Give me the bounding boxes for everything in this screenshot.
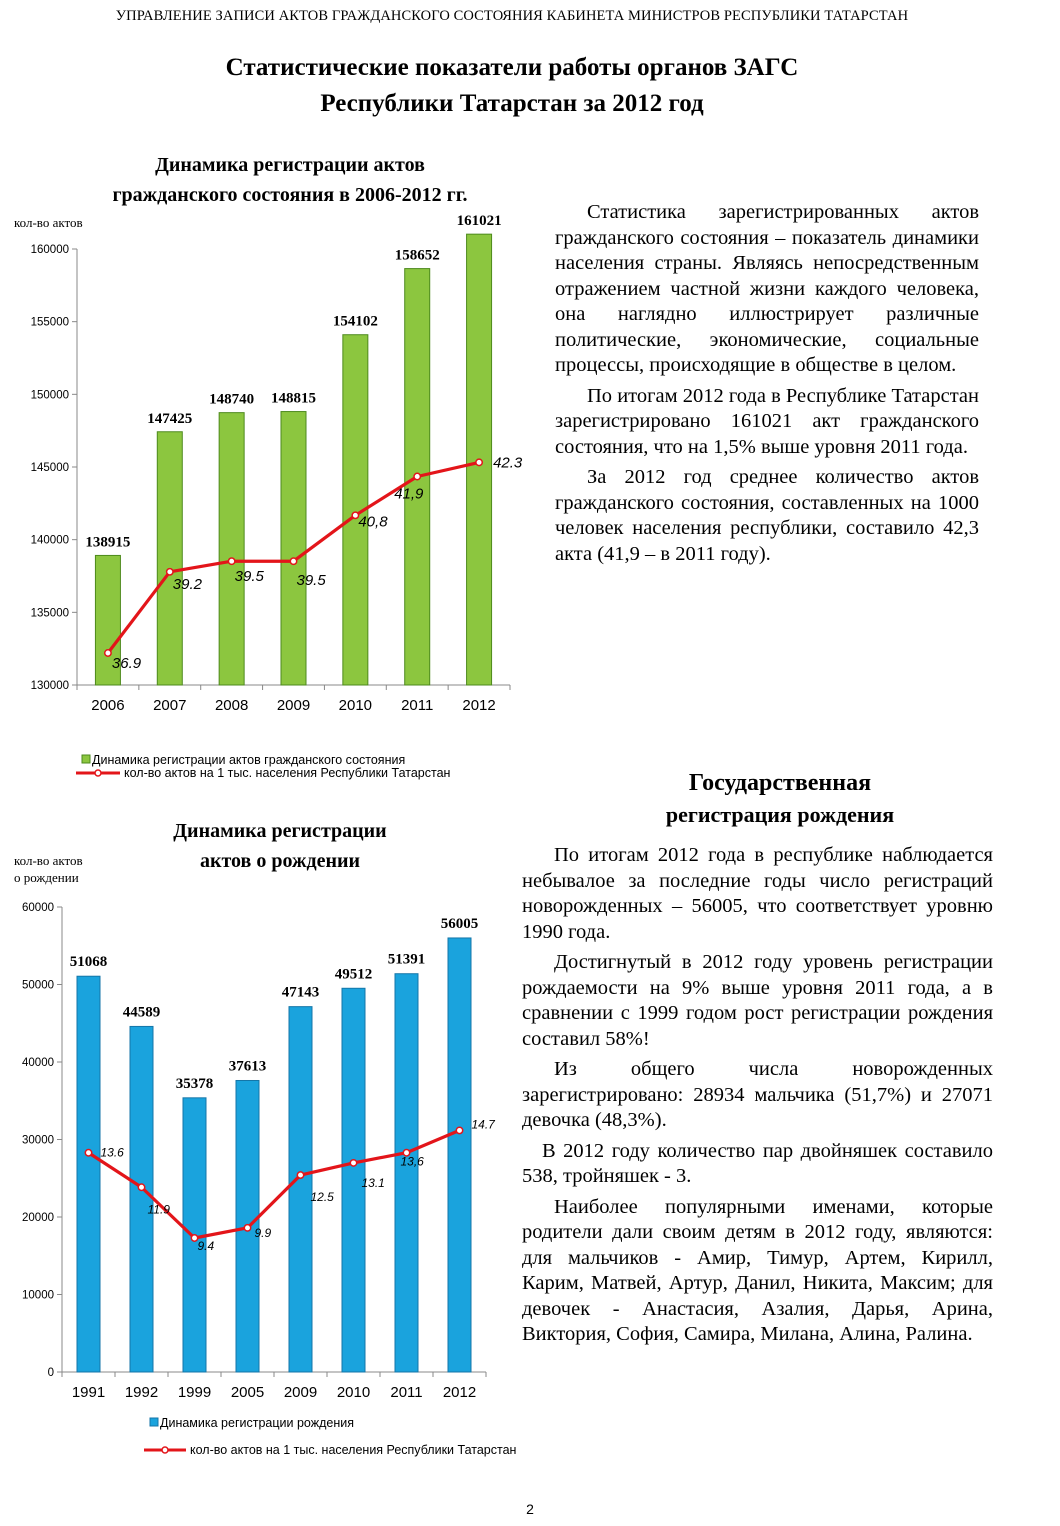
chart1-bar-label: 161021 <box>456 213 502 230</box>
chart2-bar <box>77 976 100 1372</box>
chart1-title-line-2: гражданского состояния в 2006-2012 гг. <box>112 184 468 206</box>
chart1-bar <box>219 413 244 685</box>
chart2-rate-label: 14.7 <box>471 1117 495 1132</box>
chart2-bar-label: 51391 <box>387 951 426 968</box>
chart1-rate-label: 39.2 <box>172 575 202 593</box>
chart1-bar-label: 138915 <box>85 534 131 551</box>
chart2-y-tick-label: 20000 <box>22 1212 54 1224</box>
chart2-rate-label: 13.6 <box>100 1145 124 1160</box>
births-paragraph-1: По итогам 2012 года в республике наблюдается небывалое за последние годы число регистраций новорожденных – 56005, что соответствует уровню 1990 года. <box>522 844 993 943</box>
chart2-legend-line-label: кол-во актов на 1 тыс. населения Республики Татарстан <box>190 1443 517 1457</box>
births-heading-line-2: регистрация рождения <box>665 802 895 827</box>
chart2-y-unit-line-1: кол-во актов <box>14 853 83 868</box>
chart1-rate-label: 42.3 <box>493 454 523 472</box>
chart2-rate-point <box>244 1225 250 1231</box>
chart1-rate-point <box>290 558 296 564</box>
chart2-bar-label: 44589 <box>122 1004 161 1021</box>
chart1-y-tick-label: 130000 <box>30 680 69 692</box>
intro-paragraph-1: Статистика зарегистрированных актов гражданского состояния – показатель динамики населения страны. Являясь непосредственным отражением частной жизни каждого человека, она наглядно иллюстрирует различные политические, экономические, социальные процессы, происходящие в обществе в целом. <box>555 201 979 376</box>
births-heading-line-1: Государственная <box>688 770 872 796</box>
chart2-x-tick-label: 2011 <box>390 1384 423 1401</box>
chart2-rate-point <box>350 1160 356 1166</box>
chart2-y-tick-label: 60000 <box>22 902 54 914</box>
chart2-legend-line-marker <box>162 1447 168 1453</box>
chart2-bar-label: 49512 <box>334 966 373 983</box>
intro-paragraph-2: По итогам 2012 года в Республике Татарстан зарегистрировано 161021 акт гражданского состояния, что на 1,5% выше уровня 2011 года. <box>555 384 979 458</box>
chart2-x-tick-label: 1999 <box>177 1384 212 1401</box>
chart2-rate-point <box>138 1184 144 1190</box>
chart1-rate-point <box>414 473 420 479</box>
chart2-bar-label: 51068 <box>69 954 108 971</box>
chart1-rate-point <box>167 569 173 575</box>
births-paragraph-2: Достигнутый в 2012 году уровень регистрации рождаемости на 9% выше уровня 2011 года, а в сравнении с 1999 годом рост регистрации рождения составил 58%! <box>522 951 993 1050</box>
chart1-y-tick-label: 140000 <box>30 534 69 547</box>
chart2-rate-label: 13.1 <box>361 1175 385 1190</box>
chart2-rate-point <box>85 1150 91 1156</box>
chart1-bar-label: 154102 <box>332 313 378 330</box>
chart1-rate-point <box>476 459 482 465</box>
chart2-y-unit-line-2: о рождении <box>14 870 79 885</box>
chart1-rate-label: 39.5 <box>234 568 264 586</box>
chart1-legend-bar-swatch <box>82 755 90 763</box>
births-paragraph-3: Из общего числа новорожденных зарегистрировано: 28934 мальчика (51,7%) и 27071 девочка (48,3%). <box>522 1058 993 1131</box>
chart2-y-tick-label: 30000 <box>22 1134 54 1147</box>
page-title-line-1: Статистические показатели работы органов ЗАГС <box>225 54 799 81</box>
chart1-x-tick-label: 2012 <box>462 697 496 714</box>
chart1-bar <box>157 432 182 685</box>
chart1-title-line-1: Динамика регистрации актов <box>155 154 425 176</box>
births-section-heading <box>560 768 1000 832</box>
chart1-bar-label: 148815 <box>271 390 316 407</box>
chart2-x-tick-label: 2009 <box>283 1384 318 1401</box>
chart2-bar <box>395 974 418 1372</box>
chart1-legend-line-marker <box>95 770 101 776</box>
chart1-rate-label: 39.5 <box>296 572 326 590</box>
chart1-rate-label: 36.9 <box>111 655 142 672</box>
chart2-bar <box>289 1007 312 1372</box>
chart2-y-tick-label: 0 <box>47 1367 54 1379</box>
chart1-x-tick-label: 2006 <box>91 697 125 714</box>
chart2-x-tick-label: 2010 <box>336 1384 371 1401</box>
chart2-rate-point <box>456 1127 462 1133</box>
chart2-bar <box>130 1026 153 1372</box>
chart2-bar-label: 35378 <box>175 1075 214 1092</box>
chart1-y-tick-label: 150000 <box>30 389 69 402</box>
chart1-title <box>40 150 540 210</box>
chart2-rate-label: 13,6 <box>400 1154 424 1169</box>
chart1-rate-point <box>105 650 111 656</box>
chart1-x-tick-label: 2008 <box>214 697 249 714</box>
chart1-x-tick-label: 2007 <box>153 697 187 714</box>
chart1-rate-label: 41,9 <box>394 485 424 503</box>
chart2-y-tick-label: 10000 <box>22 1289 54 1302</box>
chart1-y-tick-label: 160000 <box>30 244 69 256</box>
chart1-legend-line-label: кол-во актов на 1 тыс. населения Республики Татарстан <box>124 766 451 780</box>
chart2-legend-bar-label: Динамика регистрации рождения <box>160 1416 354 1430</box>
chart2-title <box>120 816 440 876</box>
chart1-legend-bar-label: Динамика регистрации актов гражданского состояния <box>92 753 406 767</box>
page-title <box>0 50 1024 122</box>
chart2-bar-label: 47143 <box>281 984 320 1001</box>
births-text-block <box>522 843 993 1348</box>
organization-header: УПРАВЛЕНИЕ ЗАПИСИ АКТОВ ГРАЖДАНСКОГО СОСТОЯНИЯ КАБИНЕТА МИНИСТРОВ РЕСПУБЛИКИ ТАТАРСТАН <box>115 8 909 24</box>
chart2-x-tick-label: 1992 <box>124 1384 159 1401</box>
chart2-bar-label: 56005 <box>440 915 479 932</box>
chart1-y-tick-label: 155000 <box>30 316 69 329</box>
intro-paragraph-3: За 2012 год среднее количество актов гражданского состояния, составленных на 1000 человек населения республики, составило 42,3 акта (41,9 – в 2011 году). <box>555 466 979 565</box>
chart1-x-tick-label: 2009 <box>276 697 311 714</box>
chart1-rate-label: 40,8 <box>358 513 388 531</box>
chart1-bar-label: 158652 <box>394 247 440 264</box>
chart2-bar <box>448 938 471 1372</box>
intro-text-block <box>555 200 979 567</box>
chart2-rate-label: 12.5 <box>310 1190 334 1205</box>
chart1-bar-label: 147425 <box>147 410 193 427</box>
chart2-title-line-1: Динамика регистрации <box>173 820 387 842</box>
chart2-y-tick-label: 50000 <box>22 979 54 992</box>
chart1-rate-point <box>228 558 234 564</box>
chart2-y-tick-label: 40000 <box>22 1057 54 1069</box>
acts-registration-chart <box>0 213 540 790</box>
chart1-bar-label: 148740 <box>209 391 255 408</box>
births-registration-chart <box>0 890 515 1470</box>
chart2-rate-label: 11.9 <box>147 1202 170 1217</box>
chart2-legend-bar-swatch <box>150 1418 158 1426</box>
chart2-title-line-2: актов о рождении <box>199 850 361 872</box>
chart2-rate-label: 9.4 <box>197 1239 215 1253</box>
chart2-rate-label: 9.9 <box>254 1225 272 1240</box>
chart2-rate-point <box>297 1172 303 1178</box>
chart1-y-tick-label: 145000 <box>30 462 69 474</box>
page-number: 2 <box>526 1501 534 1517</box>
page-title-line-2: Республики Татарстан за 2012 год <box>320 90 704 117</box>
births-paragraph-5: Наиболее популярными именами, которые родители дали своим детям в 2012 году, являются: для мальчиков - Амир, Тимур, Артем, Кирилл, Карим, Матвей, Артур, Данил, Никита, Максим; для девочек - Анастасия, Азалия, Дарья, Арина, Виктория, София, Самира, Милана, Алина, Ралина. <box>522 1195 993 1345</box>
chart1-y-tick-label: 135000 <box>30 607 69 620</box>
chart1-x-tick-label: 2011 <box>401 697 434 714</box>
chart2-x-tick-label: 1991 <box>71 1384 106 1401</box>
chart2-x-tick-label: 2012 <box>442 1384 477 1401</box>
chart1-bar <box>281 412 306 685</box>
chart1-y-unit: кол-во актов <box>14 215 83 230</box>
chart1-x-tick-label: 2010 <box>338 697 373 714</box>
births-paragraph-4: В 2012 году количество пар двойняшек составило 538, тройняшек - 3. <box>522 1139 993 1187</box>
chart2-y-unit <box>14 852 83 886</box>
chart2-x-tick-label: 2005 <box>230 1384 265 1401</box>
chart2-bar-label: 37613 <box>228 1058 267 1075</box>
